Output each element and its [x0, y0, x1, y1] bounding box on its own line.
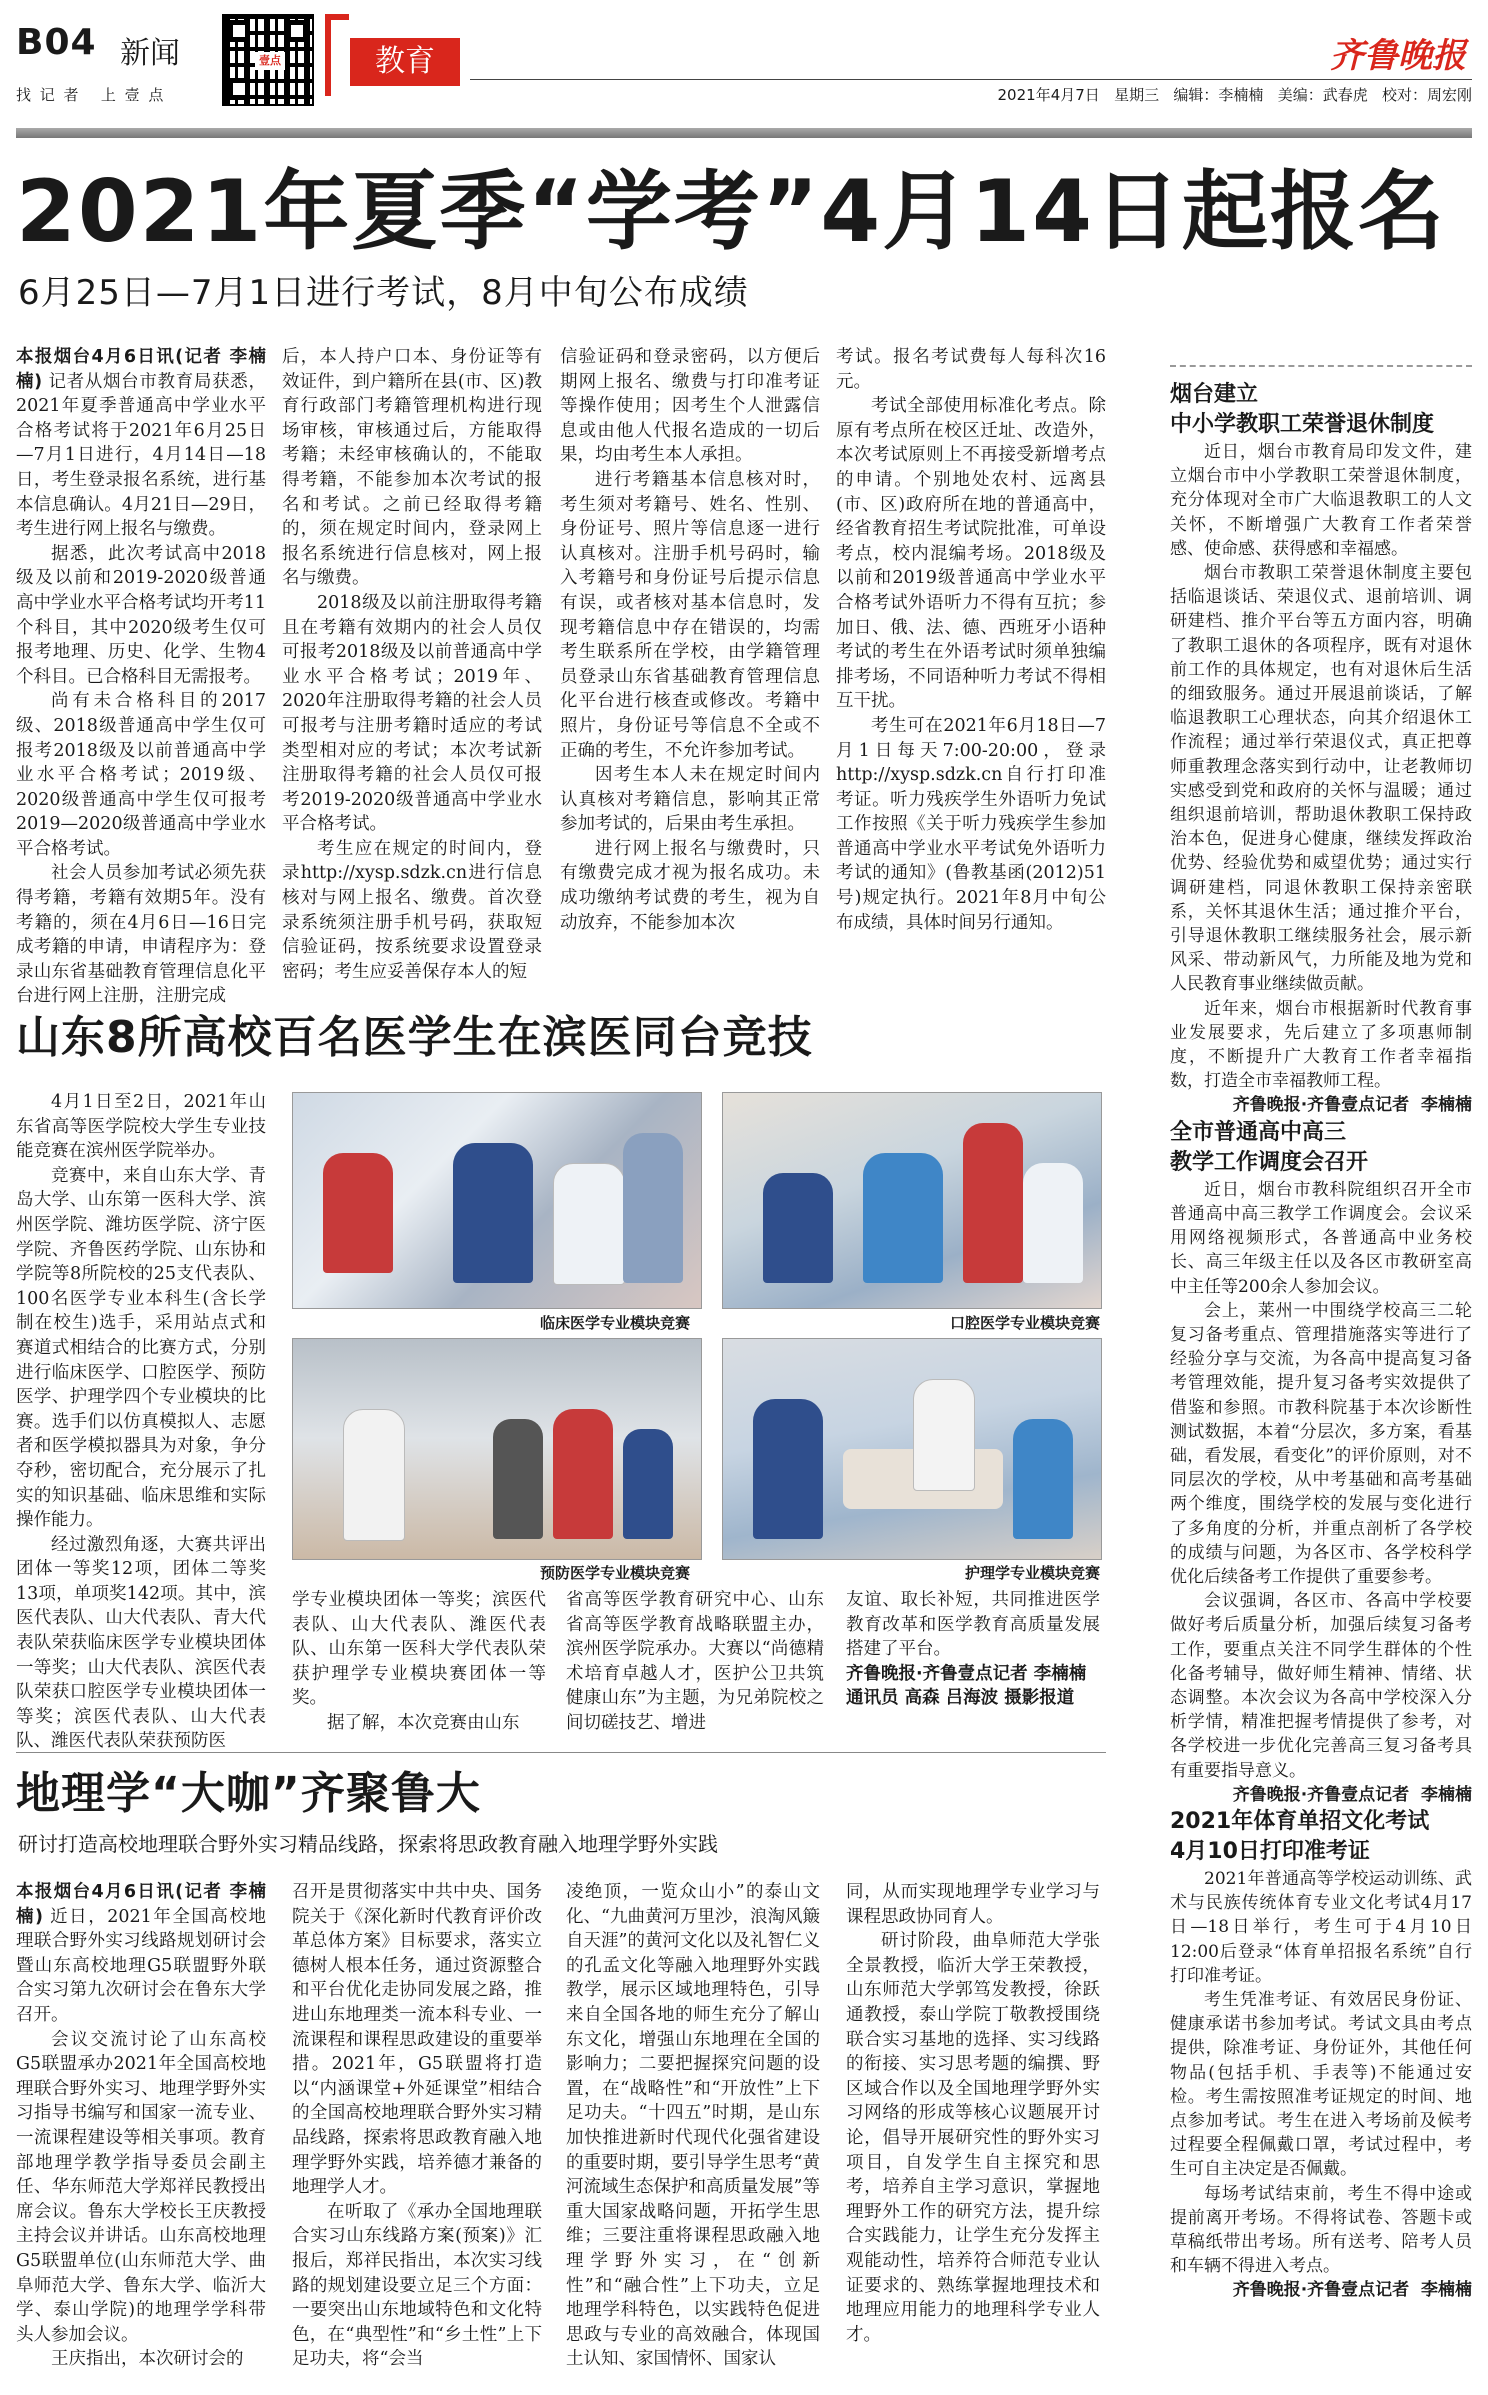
lead-col-1	[16, 345, 266, 1007]
qr-code-icon[interactable]	[222, 14, 314, 106]
caption-preventive: 预防医学专业模块竞赛	[539, 1564, 690, 1582]
paragraph: 4月1日至2日，2021年山东省高等医学院校大学生专业技能竞赛在滨州医学院举办。	[16, 1092, 266, 1162]
caption-dental: 口腔医学专业模块竞赛	[949, 1314, 1100, 1332]
article3-col-2	[292, 1880, 542, 2380]
article2-col-2	[292, 1588, 546, 1758]
sidebar-item-title: 烟台建立 中小学教职工荣誉退休制度	[1170, 382, 1435, 437]
paragraph: 烟台市教职工荣誉退休制度主要包括临退谈话、荣退仪式、退前培训、调研建档、推介平台等五方面内容，明确了教职工退休的各项程序，既有对退休前工作的具体规定，也有对退休后生活的细致服务。通过开展退前谈话，了解临退教职工心理状态，向其介绍退休工作流程；通过举行荣退仪式，真正把尊师重教理念落实到行动中，让老教师切实感受到党和政府的关怀与温暖；通过组织退前培训，帮助退休教职工保持政治本色，促进身心健康，继续发挥政治优势、经验优势和威望优势；通过实行调研建档，同退休教职工保持亲密联系，关怀其退休生活；通过推介平台，引导退休教职工继续服务社会，展示新风采、带动新风气，力所能及地为党和人民教育事业继续做贡献。	[1170, 563, 1472, 995]
photo-preventive	[292, 1338, 702, 1560]
sidebar-top-rule	[1170, 365, 1472, 367]
channel-bracket	[325, 14, 349, 96]
lead-col-2	[282, 345, 542, 985]
paragraph: 在听取了《承办全国地理联合实习山东线路方案(预案)》汇报后，郑祥民指出，本次实习线路的规划建设要立足三个方面：一要突出山东地域特色和文化特色，在“典型性”和“乡土性”上下足功夫，将“会当	[292, 2201, 542, 2370]
paragraph: 考试。报名考试费每人每科次16元。	[836, 347, 1106, 392]
paragraph: 凌绝顶，一览众山小”的泰山文化、“九曲黄河万里沙，浪淘风簸自天涯”的黄河文化以及礼智仁义的孔孟文化等融入地理野外实践教学，展示区域地理特色，引导来自全国各地的师生充分了解山东文化，增强山东地理在全国的影响力；二要把握探究问题的设置，在“战略性”和“开放性”上下足功夫。“十四五”时期，是山东加快推进新时代现代化强省建设的重要时期，要引导学生思考“黄河流域生态保护和高质量发展”等重大国家战略问题，开拓学生思维；三要注重将课程思政融入地理学野外实习，在“创新性”和“融合性”上下功夫，立足地理学科特色，以实践特色促进思政与专业的高效融合，体现国土认知、家国情怀、国家认	[566, 1882, 820, 2370]
paragraph: 研讨阶段，曲阜师范大学张全景教授，临沂大学王荣教授，山东师范大学郭笃发教授，徐跃通教授，泰山学院丁敬教授围绕联合实习基地的选择、实习线路的衔接、实习思考题的编撰、野区域合作以及全国地理学野外实习网络的形成等核心议题展开讨论，倡导开展研究性的野外实习项目，自发学生自主探究和思考，培养自主学习意识，掌握地理野外工作的研究方法，提升综合实践能力，让学生充分发挥主观能动性，培养符合师范专业认证要求的、熟练掌握地理技术和地理应用能力的地理科学专业人才。	[846, 1931, 1100, 2345]
article3-col-1	[16, 1880, 266, 2380]
slogan: 找 记 者 上 壹 点	[16, 86, 166, 104]
byline: 齐鲁晚报·齐鲁壹点记者 李楠楠	[1232, 2280, 1472, 2301]
byline: 齐鲁晚报·齐鲁壹点记者 李楠楠	[1232, 1784, 1472, 1805]
sidebar-item-title: 全市普通高中高三 教学工作调度会召开	[1170, 1119, 1369, 1175]
article2-col-3	[566, 1588, 824, 1758]
paragraph: 进行考籍基本信息核对时，考生须对考籍号、姓名、性别、身份证号、照片等信息逐一进行认真核对。注册手机号码时，输入考籍号和身份证号后提示信息有误，或者核对基本信息时，发现考籍信息中存在错误的，均需考生联系所在学校，由学籍管理员登录山东省基础教育管理信息化平台进行核查或修改。考籍中照片，身份证号等信息不全或不正确的考生，不允许参加考试。	[560, 469, 820, 761]
paragraph: 2018级及以前注册取得考籍且在考籍有效期内的社会人员仅可报考2018级及以前普通高中学业水平合格考试；2019年、2020年注册取得考籍的社会人员可报考与注册考籍时适应的考试类型相对应的考试；本次考试新注册取得考籍的社会人员仅可报考2019-2020级普通高中学业水平合格考试。	[282, 592, 542, 835]
article3-headline: 地理学“大咖”齐聚鲁大	[16, 1768, 481, 1819]
paragraph: 考生凭准考证、有效居民身份证、健康承诺书参加考试。考试文具由考点提供，除准考证、身份证外，其他任何物品(包括手机、手表等)不能通过安检。考生需按照准考证规定的时间、地点参加考试。考生在进入考场前及候考过程要全程佩戴口罩，考试过程中，考生可自主决定是否佩戴。	[1170, 1989, 1472, 2180]
caption-nursing: 护理学专业模块竞赛	[964, 1564, 1100, 1582]
paragraph: 近年来，烟台市根据新时代教育事业发展要求，先后建立了多项惠师制度，不断提升广大教育工作者幸福指数，打造全市幸福教师工程。	[1170, 998, 1472, 1092]
article3-col-3	[566, 1880, 820, 2380]
paragraph: 考生可在2021年6月18日—7月1日每天7:00-20:00，登录http://xysp.sdzk.cn自行打印准考证。听力残疾学生外语听力免试工作按照《关于听力残疾学生参加普通高中学业水平考试免外语听力考试的通知》(鲁教基函(2012)51号)规定执行。2021年8月中旬公布成绩，具体时间另行通知。	[836, 715, 1106, 933]
paragraph: 会上，莱州一中围绕学校高三二轮复习备考重点、管理措施落实等进行了经验分享与交流，为各高中提高复习备考管理效能，提升复习备考实效提供了借鉴和参照。市教科院基于本次诊断性测试数据，本着“分层次，多方案，看基础，看发展，看变化”的评价原则，对不同层次的学校，从中考基础和高考基础两个维度，围绕学校的发展与变化进行了多角度的分析，并重点剖析了各学校的成绩与问题，为各区市、各学校科学优化后续备考工作提供了重要参考。	[1170, 1300, 1472, 1587]
paragraph: 后，本人持户口本、身份证等有效证件，到户籍所在县(市、区)教育行政部门考籍管理机构进行现场审核，审核通过后，方能取得考籍；未经审核确认的，不能取得考籍，不能参加本次考试的报名和考试。之前已经取得考籍的，须在规定时间内，登录网上报名系统进行信息核对，网上报名与缴费。	[282, 347, 542, 589]
paragraph: 信验证码和登录密码，以方便后期网上报名、缴费与打印准考证等操作使用；因考生个人泄露信息或由他人代报名造成的一切后果，均由考生本人承担。	[560, 347, 820, 466]
paragraph: 近日，烟台市教科院组织召开全市普通高中高三教学工作调度会。会议采用网络视频形式，各普通高中业务校长、高三年级主任以及各区市教研室高中主任等200余人参加会议。	[1170, 1179, 1472, 1297]
paragraph: 考试全部使用标准化考点。除原有考点所在校区迁址、改造外，本次考试原则上不再接受新增考点的申请。个别地处农村、远离县(市、区)政府所在地的普通高中，经省教育招生考试院批准，可单设考点，校内混编考场。2018级及以前和2019级普通高中学业水平合格考试外语听力不得有互抗；参加日、俄、法、德、西班牙小语种考试的考生在外语考试时须单独编排考场，不同语种听力考试不得相互干扰。	[836, 396, 1106, 712]
channel-tag: 教育	[350, 38, 460, 86]
photo-nursing	[722, 1338, 1102, 1560]
qr-label: 壹点	[255, 52, 285, 70]
header-rule	[470, 79, 1472, 80]
article3-col-4	[846, 1880, 1100, 2380]
article2-headline: 山东8所高校百名医学生在滨医同台竞技	[16, 1012, 813, 1063]
section-name: 新闻	[120, 36, 180, 71]
paper-logo: 齐鲁晚报	[1330, 36, 1466, 76]
page-number: B04	[16, 22, 97, 63]
paragraph: 近日，烟台市教育局印发文件，建立烟台市中小学教职工荣誉退休制度，充分体现对全市广大临退教职工的人文关怀，不断增强广大教育工作者荣誉感、使命感、获得感和幸福感。	[1170, 442, 1472, 559]
masthead	[0, 0, 1488, 120]
divider	[16, 1752, 1106, 1753]
byline: 齐鲁晚报·齐鲁壹点记者 李楠楠	[1232, 1095, 1472, 1116]
top-gray-bar	[16, 128, 1472, 138]
photo-dental	[722, 1092, 1102, 1309]
byline: 齐鲁晚报·齐鲁壹点记者 李楠楠 通讯员 高森 吕海波 摄影报道	[846, 1663, 1087, 1709]
lead-subheadline: 6月25日—7月1日进行考试，8月中旬公布成绩	[18, 273, 749, 313]
paragraph: 竞赛中，来自山东大学、青岛大学、山东第一医科大学、滨州医学院、潍坊医学院、济宁医学院、齐鲁医药学院、山东协和学院等8所院校的25支代表队、100名医学专业本科生(含长学制在校生)选手，采用站点式和赛道式相结合的比赛方式，分别进行临床医学、口腔医学、预防医学、护理学四个专业模块的比赛。选手们以仿真模拟人、志愿者和医学模拟器具为对象，争分夺秒，密切配合，充分展示了扎实的知识基础、临床思维和实际操作能力。	[16, 1165, 266, 1531]
article2-col-1	[16, 1090, 266, 1760]
paragraph: 考生应在规定的时间内，登录http://xysp.sdzk.cn进行信息核对与网上报名、缴费。首次登录系统须注册手机号码，获取短信验证码，按系统要求设置登录密码；考生应妥善保存本人的短	[282, 838, 542, 982]
paragraph: 会议强调，各区市、各高中学校要做好考后质量分析，加强后续复习备考工作，要重点关注不同学生群体的个性化备考辅导，做好师生精神、情绪、状态调整。本次会议为各高中学校深入分析学情，精准把握考情提供了参考，对各学校进一步优化完善高三复习备考具有重要指导意义。	[1170, 1591, 1472, 1781]
article2-col-4	[846, 1588, 1100, 1758]
lead-headline: 2021年夏季“学考”4月14日起报名	[16, 162, 1446, 262]
paragraph: 同，从而实现地理学专业学习与课程思政协同育人。	[846, 1882, 1100, 1927]
lead-paragraph: 本报烟台4月6日讯(记者 李楠楠) 记者从烟台市教育局获悉，2021年夏季普通高中学业水平合格考试将于2021年6月25日—7月1日进行，4月14日—18日，考生登录报名系统，进行基本信息确认。4月21日—29日，考生进行网上报名与缴费。	[16, 347, 266, 540]
paragraph: 因考生本人未在规定时间内认真核对考籍信息，影响其正常参加考试的，后果由考生承担。	[560, 765, 820, 835]
sidebar-item-title: 2021年体育单招文化考试 4月10日打印准考证	[1170, 1808, 1430, 1864]
paragraph: 据了解，本次竞赛由山东	[327, 1712, 520, 1733]
photo-clinical	[292, 1092, 702, 1309]
lead-paragraph: 本报烟台4月6日讯(记者 李楠楠) 近日，2021年全国高校地理联合野外实习线路规划研讨会暨山东高校地理G5联盟野外联合实习第九次研讨会在鲁东大学召开。	[16, 1882, 267, 2025]
paragraph: 每场考试结束前，考生不得中途或提前离开考场。不得将试卷、答题卡或草稿纸带出考场。所有送考、陪考人员和车辆不得进入考点。	[1170, 2183, 1472, 2277]
paragraph: 进行网上报名与缴费时，只有缴费完成才视为报名成功。未成功缴纳考试费的考生，视为自动放弃，不能参加本次	[560, 838, 820, 933]
paragraph: 召开是贯彻落实中共中央、国务院关于《深化新时代教育评价改革总体方案》目标要求，落实立德树人根本任务，通过资源整合和平台优化走协同发展之路，推进山东地理类一流本科专业、一流课程和课程思政建设的重要举措。2021年，G5联盟将打造以“内涵课堂+外延课堂”相结合的全国高校地理联合野外实习精品线路，探索将思政教育融入地理学野外实践，培养德才兼备的地理学人才。	[292, 1882, 542, 2198]
lead-col-3	[560, 345, 820, 985]
paragraph: 省高等医学教育研究中心、山东省高等医学教育战略联盟主办，滨州医学院承办。大赛以“尚德精术培育卓越人才，医护公卫共筑健康山东”为主题，为兄弟院校之间切磋技艺、增进	[566, 1590, 824, 1733]
paragraph: 王庆指出，本次研讨会的	[51, 2349, 244, 2370]
article3-subheadline: 研讨打造高校地理联合野外实习精品线路，探索将思政教育融入地理学野外实践	[18, 1832, 718, 1856]
paragraph: 会议交流讨论了山东高校G5联盟承办2021年全国高校地理联合野外实习、地理学野外实习指导书编写和国家一流专业、一流课程建设等相关事项。教育部地理学教学指导委员会副主任、华东师范大学郑祥民教授出席会议。鲁东大学校长王庆教授主持会议并讲话。山东高校地理G5联盟单位(山东师范大学、曲阜师范大学、鲁东大学、临沂大学、泰山学院)的地理学学科带头人参加会议。	[16, 2029, 266, 2345]
paragraph: 据悉，此次考试高中2018级及以前和2019-2020级普通高中学业水平合格考试均开考11个科目，其中2020级考生仅可报考地理、历史、化学、生物4个科目。已合格科目无需报考。	[16, 543, 266, 687]
paragraph: 尚有未合格科目的2017级、2018级普通高中学生仅可报考2018级及以前普通高中学业水平合格考试；2019级、2020级普通高中学生仅可报考2019—2020级普通高中学业水平合格考试。	[16, 691, 266, 859]
edition-info: 2021年4月7日 星期三 编辑：李楠楠 美编：武春虎 校对：周宏刚	[997, 86, 1472, 104]
paragraph: 学专业模块团体一等奖；滨医代表队、山大代表队、潍医代表队、山东第一医科大学代表队荣获护理学专业模块赛团体一等奖。	[292, 1590, 546, 1709]
caption-clinical: 临床医学专业模块竞赛	[539, 1314, 690, 1332]
paragraph: 经过激烈角逐，大赛共评出团体一等奖12项，团体二等奖13项，单项奖142项。其中，滨医代表队、山大代表队、青大代表队荣获临床医学专业模块团体一等奖；山大代表队、滨医代表队荣获口腔医学专业模块团体一等奖；滨医代表队、山大代表队、潍医代表队荣获预防医	[16, 1534, 266, 1752]
lead-col-4	[836, 345, 1106, 985]
sidebar	[1170, 380, 1472, 2380]
paragraph: 友谊、取长补短，共同推进医学教育改革和医学教育高质量发展搭建了平台。	[846, 1590, 1100, 1660]
paragraph: 2021年普通高等学校运动训练、武术与民族传统体育专业文化考试4月17日—18日举行，考生可于4月10日12:00后登录“体育单招报名系统”自行打印准考证。	[1170, 1868, 1472, 1986]
paragraph: 社会人员参加考试必须先获得考籍，考籍有效期5年。没有考籍的，须在4月6日—16日完成考籍的申请，申请程序为：登录山东省基础教育管理信息化平台进行网上注册，注册完成	[16, 863, 266, 1007]
